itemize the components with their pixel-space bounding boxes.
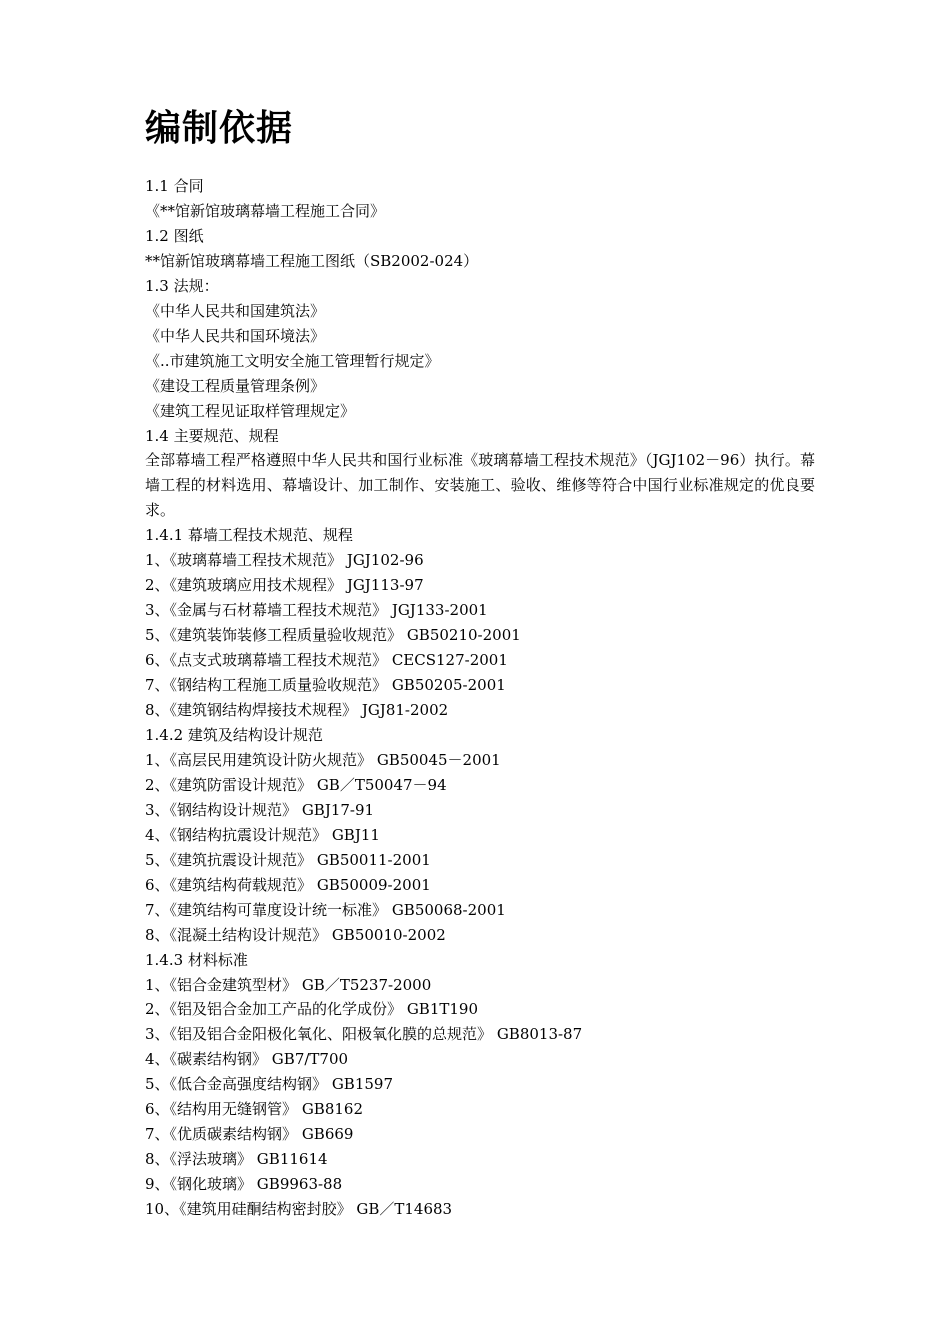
- text-line: **馆新馆玻璃幕墙工程施工图纸（SB2002-024）: [145, 251, 479, 270]
- document-title: 编制依据: [145, 108, 294, 149]
- list-item: 7、《钢结构工程施工质量验收规范》 GB50205-2001: [145, 676, 506, 695]
- list-item: 1、《玻璃幕墙工程技术规范》 JGJ102-96: [145, 551, 424, 570]
- list-item: 5、《低合金高强度结构钢》 GB1597: [145, 1075, 393, 1094]
- text-line: 《中华人民共和国建筑法》: [145, 301, 326, 320]
- text-line: 《中华人民共和国环境法》: [145, 326, 326, 345]
- text-line: 《建筑工程见证取样管理规定》: [145, 401, 356, 420]
- list-item: 2、《铝及铝合金加工产品的化学成份》 GB1T190: [145, 1000, 478, 1019]
- list-item: 8、《浮法玻璃》 GB11614: [145, 1150, 328, 1169]
- section-heading-contract: 1.1 合同: [145, 177, 204, 195]
- section-heading-regulations: 1.3 法规：: [145, 276, 219, 295]
- subsection-heading-materials: 1.4.3 材料标准: [145, 950, 248, 969]
- list-item: 5、《建筑抗震设计规范》 GB50011-2001: [145, 850, 431, 869]
- list-item: 3、《金属与石材幕墙工程技术规范》 JGJ133-2001: [145, 601, 488, 620]
- section-heading-standards: 1.4 主要规范、规程: [145, 426, 279, 445]
- standards-paragraph: 全部幕墙工程严格遵照中华人民共和国行业标准《玻璃幕墙工程技术规范》（JGJ102－96）执行。幕墙工程的材料选用、幕墙设计、加工制作、安装施工、验收、维修等符合中国行业标准规定的优良要求。: [145, 451, 815, 520]
- list-item: 8、《混凝土结构设计规范》 GB50010-2002: [145, 925, 446, 944]
- list-item: 2、《建筑防雷设计规范》 GB／T50047－94: [145, 775, 447, 794]
- list-item: 2、《建筑玻璃应用技术规程》 JGJ113-97: [145, 576, 424, 595]
- text-line: 《**馆新馆玻璃幕墙工程施工合同》: [145, 201, 386, 220]
- text-line: 《..市建筑施工文明安全施工管理暂行规定》: [145, 351, 440, 370]
- list-item: 3、《铝及铝合金阳极化氧化、阳极氧化膜的总规范》 GB8013-87: [145, 1025, 583, 1044]
- list-item: 4、《钢结构抗震设计规范》 GBJ11: [145, 825, 380, 844]
- list-item: 7、《优质碳素结构钢》 GB669: [145, 1125, 354, 1144]
- document-body: [145, 174, 815, 1222]
- list-item: 1、《高层民用建筑设计防火规范》 GB50045－2001: [145, 750, 501, 769]
- list-item: 6、《建筑结构荷载规范》 GB50009-2001: [145, 875, 431, 894]
- list-item: 3、《钢结构设计规范》 GBJ17-91: [145, 800, 375, 819]
- list-item: 5、《建筑装饰装修工程质量验收规范》 GB50210-2001: [145, 626, 521, 645]
- list-item: 4、《碳素结构钢》 GB7/T700: [145, 1050, 349, 1069]
- list-item: 10、《建筑用硅酮结构密封胶》 GB／T14683: [145, 1200, 453, 1219]
- list-item: 8、《建筑钢结构焊接技术规程》 JGJ81-2002: [145, 701, 449, 720]
- subsection-heading-curtain-wall: 1.4.1 幕墙工程技术规范、规程: [145, 526, 353, 545]
- list-item: 6、《结构用无缝钢管》 GB8162: [145, 1100, 363, 1119]
- list-item: 6、《点支式玻璃幕墙工程技术规范》 CECS127-2001: [145, 651, 508, 670]
- list-item: 1、《铝合金建筑型材》 GB／T5237-2000: [145, 975, 432, 994]
- list-item: 9、《钢化玻璃》 GB9963-88: [145, 1175, 343, 1194]
- subsection-heading-structure: 1.4.2 建筑及结构设计规范: [145, 725, 323, 744]
- section-heading-drawings: 1.2 图纸: [145, 226, 204, 245]
- list-item: 7、《建筑结构可靠度设计统一标准》 GB50068-2001: [145, 900, 506, 919]
- text-line: 《建设工程质量管理条例》: [145, 376, 326, 395]
